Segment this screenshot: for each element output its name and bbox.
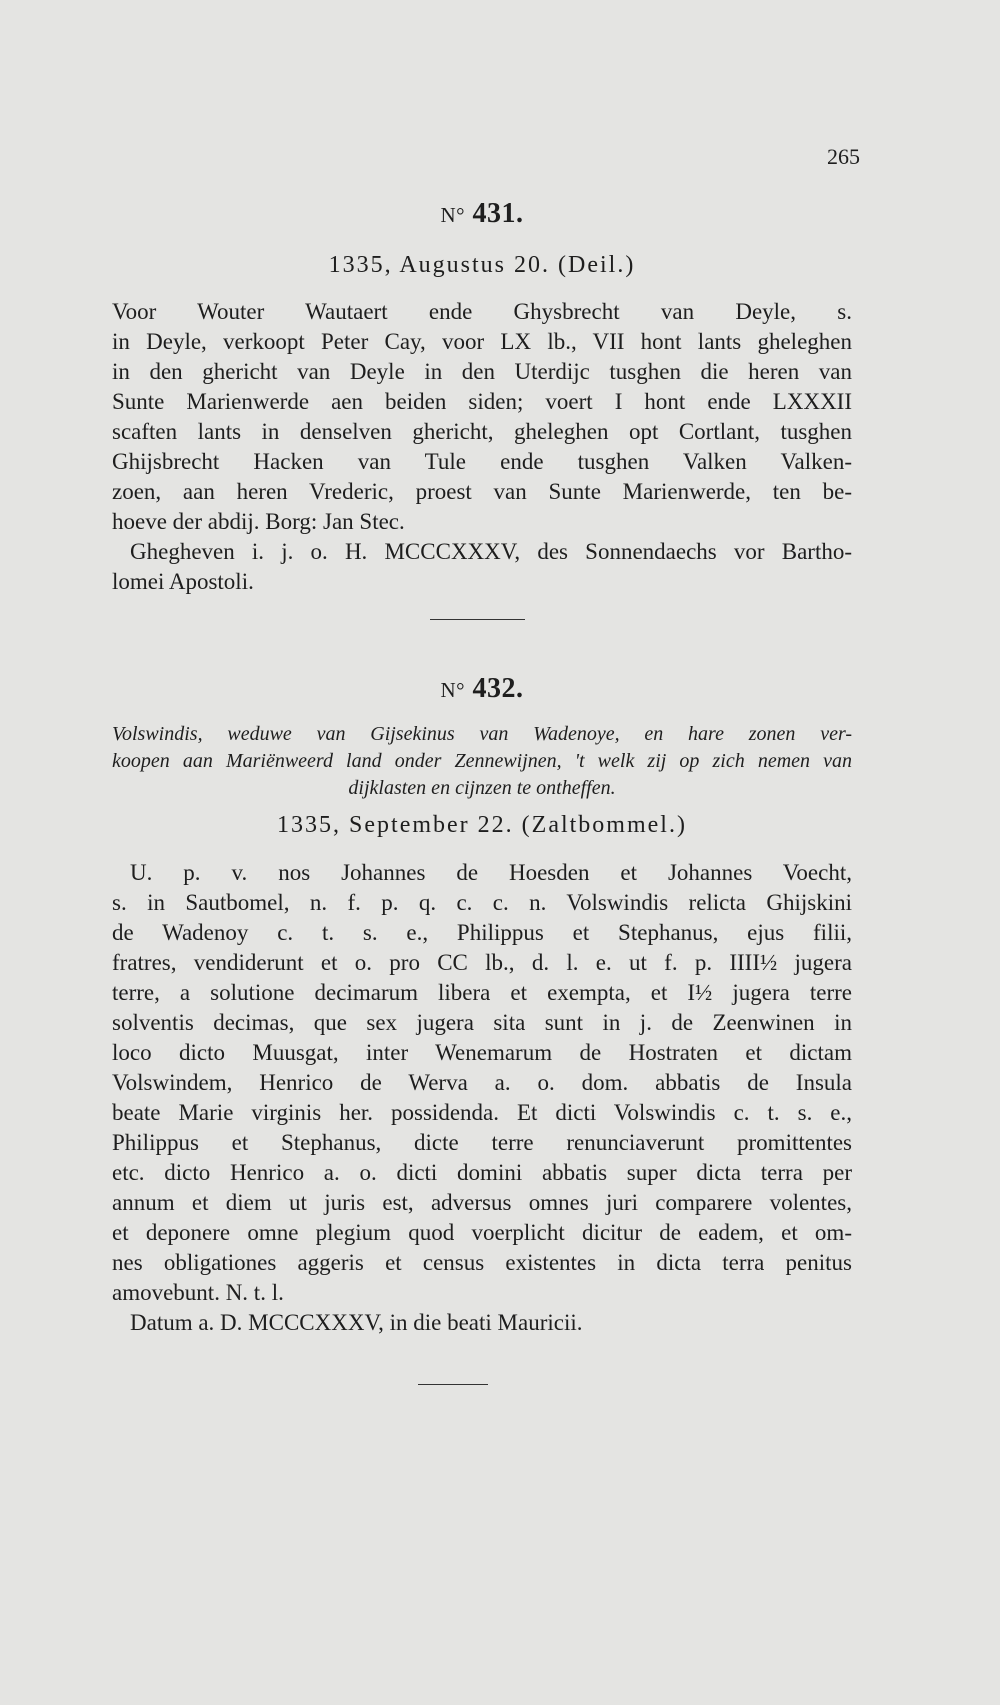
- text-line: Volswindem, Henrico de Werva a. o. dom. abbatis de Insula: [112, 1070, 852, 1095]
- text-line: loco dicto Muusgat, inter Wenemarum de Hostraten et dictam: [112, 1040, 852, 1065]
- charter-432-heading: [112, 673, 852, 705]
- text-line: Sunte Marienwerde aen beiden siden; voert I hont ende LXXXII: [112, 389, 852, 414]
- text-line: Philippus et Stephanus, dicte terre renunciaverunt promittentes: [112, 1130, 852, 1155]
- text-line: scaften lants in denselven ghericht, gheleghen opt Cortlant, tusghen: [112, 419, 852, 444]
- text-line: solventis decimas, que sex jugera sita sunt in j. de Zeenwinen in: [112, 1010, 852, 1035]
- page-number: 265: [827, 144, 860, 169]
- charter-432-dateline: 1335, September 22. (Zaltbommel.): [277, 812, 687, 838]
- text-line: annum et diem ut juris est, adversus omnes juri comparere volentes,: [112, 1190, 852, 1215]
- text-line: in Deyle, verkoopt Peter Cay, voor LX lb., VII hont lants gheleghen: [112, 329, 852, 354]
- text-line: nes obligationes aggeris et census existentes in dicta terra penitus: [112, 1250, 852, 1275]
- text-line: de Wadenoy c. t. s. e., Philippus et Stephanus, ejus filii,: [112, 920, 852, 945]
- section-divider: [418, 1384, 488, 1385]
- text-line: beate Marie virginis her. possidenda. Et dicti Volswindis c. t. s. e.,: [112, 1100, 852, 1125]
- text-line: in den ghericht van Deyle in den Uterdijc tusghen die heren van: [112, 359, 852, 384]
- text-line: amovebunt. N. t. l.: [112, 1280, 284, 1305]
- charter-432-summary: [112, 721, 852, 802]
- charter-431-heading: [112, 198, 852, 230]
- charter-number: 431.: [472, 198, 524, 229]
- text-line: s. in Sautbomel, n. f. p. q. c. c. n. Volswindis relicta Ghijskini: [112, 890, 852, 915]
- charter-431-dateline: 1335, Augustus 20. (Deil.): [328, 252, 636, 278]
- text-line: terre, a solutione decimarum libera et exempta, et I½ jugera terre: [112, 980, 852, 1005]
- charter-number: 432.: [472, 673, 524, 704]
- summary-line: Volswindis, weduwe van Gijsekinus van Wadenoye, en hare zonen ver-: [112, 723, 852, 745]
- summary-line: koopen aan Mariënweerd land onder Zennewijnen, 't welk zij op zich nemen van: [112, 750, 852, 772]
- text-line: Ghegheven i. j. o. H. MCCCXXXV, des Sonnendaechs vor Bartho-: [130, 539, 852, 564]
- text-line: zoen, aan heren Vrederic, proest van Sunte Marienwerde, ten be-: [112, 479, 852, 504]
- text-line: Ghijsbrecht Hacken van Tule ende tusghen Valken Valken-: [112, 449, 852, 474]
- text-line: etc. dicto Henrico a. o. dicti domini abbatis super dicta terra per: [112, 1160, 852, 1185]
- summary-line: dijklasten en cijnzen te ontheffen.: [348, 777, 616, 799]
- charter-431-dateline-wrap: [112, 252, 852, 279]
- text-line: hoeve der abdij. Borg: Jan Stec.: [112, 509, 405, 534]
- text-line: Voor Wouter Wautaert ende Ghysbrecht van Deyle, s.: [112, 299, 852, 324]
- number-prefix: N°: [440, 203, 466, 227]
- charter-431-title: [112, 198, 852, 230]
- charter-432-title: [112, 673, 852, 705]
- text-line: fratres, vendiderunt et o. pro CC lb., d. l. e. ut f. p. IIII½ jugera: [112, 950, 852, 975]
- section-divider: [430, 619, 525, 620]
- charter-432-text: [112, 858, 852, 1338]
- charter-431-text: [112, 297, 852, 597]
- charter-432-dateline-wrap: [112, 812, 852, 839]
- text-line: lomei Apostoli.: [112, 569, 254, 594]
- text-line: et deponere omne plegium quod voerplicht dicitur de eadem, et om-: [112, 1220, 852, 1245]
- number-prefix: N°: [440, 678, 466, 702]
- text-line: Datum a. D. MCCCXXXV, in die beati Mauricii.: [130, 1310, 583, 1335]
- text-line: U. p. v. nos Johannes de Hoesden et Johannes Voecht,: [130, 860, 852, 885]
